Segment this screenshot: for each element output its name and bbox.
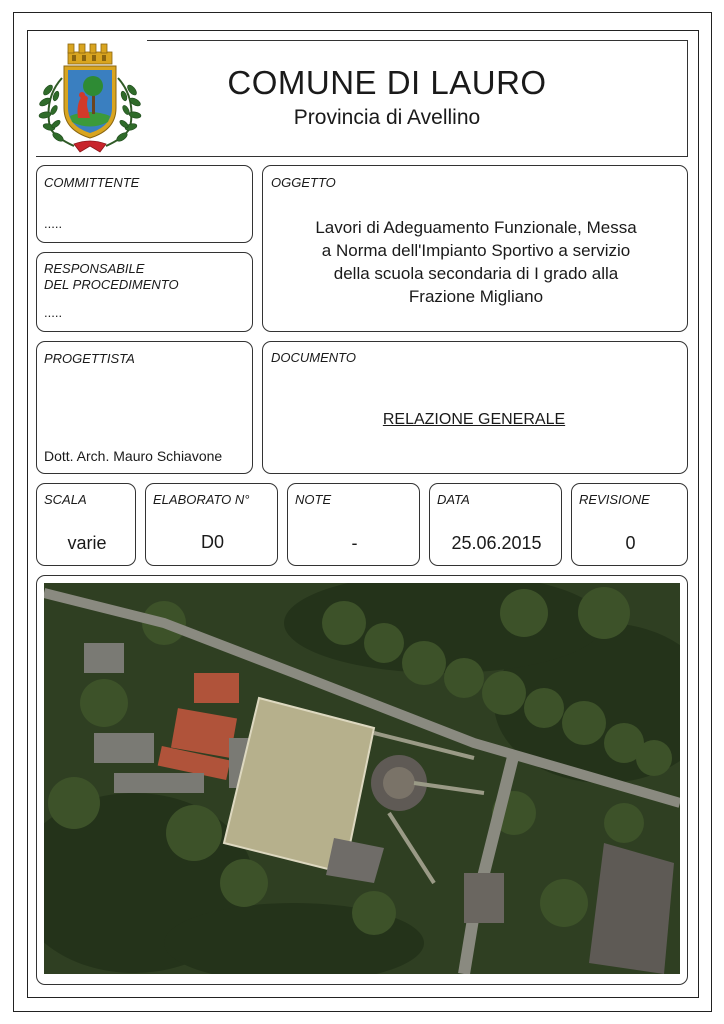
coat-of-arms-icon	[34, 38, 146, 156]
responsabile-value: .....	[44, 305, 63, 320]
committente-box	[36, 165, 253, 243]
data-box	[429, 483, 562, 566]
responsabile-label-line1: RESPONSABILE	[44, 261, 145, 276]
aerial-photo	[44, 583, 680, 974]
documento-value: RELAZIONE GENERALE	[382, 411, 566, 428]
scala-label: SCALA	[44, 492, 87, 507]
revisione-value: 0	[625, 533, 636, 553]
page-title: COMUNE DI LAURO	[227, 64, 547, 101]
oggetto-line: Frazione Migliano	[408, 287, 544, 306]
revisione-label: REVISIONE	[579, 492, 650, 507]
data-value: 25.06.2015	[451, 533, 542, 553]
committente-label: COMMITTENTE	[44, 175, 140, 190]
committente-value: .....	[44, 216, 63, 231]
oggetto-box	[262, 165, 688, 332]
progettista-value: Dott. Arch. Mauro Schiavone	[44, 448, 223, 464]
oggetto-label: OGGETTO	[271, 175, 336, 190]
oggetto-line: della scuola secondaria di I grado alla	[333, 264, 619, 283]
documento-label: DOCUMENTO	[271, 350, 356, 365]
oggetto-line: a Norma dell'Impianto Sportivo a servizio	[321, 241, 631, 260]
note-label: NOTE	[295, 492, 332, 507]
scala-value: varie	[67, 533, 107, 553]
elaborato-value: D0	[200, 532, 224, 552]
oggetto-line: Lavori di Adeguamento Funzionale, Messa	[315, 218, 637, 237]
elaborato-box	[145, 483, 278, 566]
responsabile-label-line2: DEL PROCEDIMENTO	[44, 277, 179, 292]
note-box	[287, 483, 420, 566]
oggetto-description	[263, 216, 689, 308]
progettista-box	[36, 341, 253, 474]
elaborato-label: ELABORATO N°	[153, 492, 250, 507]
progettista-label: PROGETTISTA	[44, 351, 135, 366]
header-divider	[36, 156, 688, 157]
page-subtitle: Provincia di Avellino	[293, 106, 481, 129]
revisione-box	[571, 483, 688, 566]
data-label: DATA	[437, 492, 470, 507]
responsabile-box	[36, 252, 253, 332]
documento-box	[262, 341, 688, 474]
scala-box	[36, 483, 136, 566]
note-value: -	[351, 533, 358, 553]
